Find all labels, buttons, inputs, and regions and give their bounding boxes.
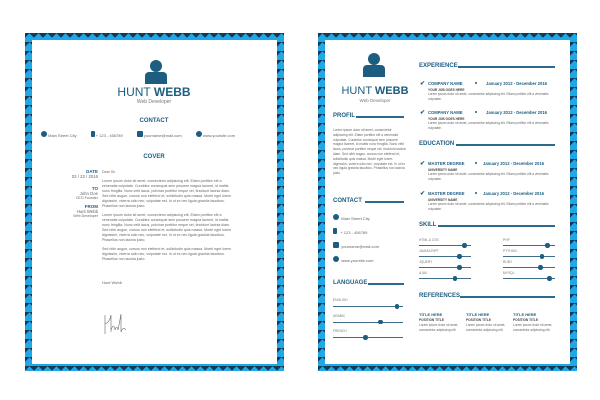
entry-text: Lorem ipsum dolor sit amet, consectetur adipiscing elit. Etiam porttitor elit a venenatis vulputate. — [428, 92, 549, 101]
skill-slider[interactable] — [419, 267, 471, 268]
reference-text: Lorem ipsum dolor sit amet, consectetur adipiscing elit. — [466, 323, 506, 332]
check-icon: ✔ — [420, 190, 426, 197]
bullet-dot — [475, 82, 477, 84]
paragraph: Sed nibh augue, cursus non eleifend et, sollicitudin quis massa. Morbi eget lorem dignissim, viverra odio nec, vulputate est. In ut ex nec ligula gravida faucibus. Phasellus non lacinia justo. — [102, 247, 232, 261]
greeting: Dear Sir — [102, 170, 116, 174]
entry-subtitle: UNIVERSITY NAME — [428, 168, 458, 172]
entry-title: MASTER DEGREE — [428, 161, 465, 166]
slider-handle[interactable] — [457, 265, 462, 270]
language-label: FRENCH — [333, 329, 347, 333]
phone-icon — [333, 228, 337, 234]
language-label: ENGLISH — [333, 298, 348, 302]
skill-slider[interactable] — [419, 256, 471, 257]
skill-slider[interactable] — [503, 245, 555, 246]
address: Main Street City — [341, 216, 370, 221]
location-icon — [41, 131, 47, 137]
skill-label: HTML & CSS — [419, 238, 439, 242]
check-icon: ✔ — [420, 161, 426, 167]
to-label: TO — [91, 186, 98, 191]
language-slider[interactable] — [333, 337, 403, 338]
mail-icon — [333, 242, 339, 248]
entry-text: Lorem ipsum dolor sit amet, consectetur adipiscing elit. Etiam porttitor elit a venenatis vulputate. — [428, 172, 549, 181]
person-name: HUNT WEBB — [117, 85, 191, 99]
phone: + 123 - 456789 — [95, 133, 123, 138]
slider-handle[interactable] — [395, 304, 400, 309]
skill-slider[interactable] — [503, 256, 555, 257]
skill-label: MYSQL — [503, 271, 515, 275]
cover-letter-page — [25, 33, 284, 371]
website[interactable]: www.yoursite.com — [202, 133, 236, 138]
person-name: HUNT WEBB — [341, 85, 409, 97]
contact-heading: CONTACT — [139, 118, 169, 124]
check-icon: ✔ — [420, 110, 426, 116]
reference-title: TITLE HERE — [419, 312, 443, 317]
globe-icon — [333, 256, 339, 262]
education-heading: EDUCATION — [419, 141, 455, 147]
check-icon: ✔ — [420, 81, 426, 87]
entry-subtitle: YOUR JOB GOES HERE — [428, 117, 465, 121]
entry-date: January 2012 - December 2016 — [486, 110, 547, 115]
from-name: Hunt Webb — [76, 209, 98, 214]
cover-heading: COVER — [143, 154, 165, 160]
address: Main Street City — [48, 133, 77, 138]
profil-text: Lorem ipsum dolor sit amet, consectetur adipiscing elit. Etiam porttitor elit a venenatis vulputate. Curabitur consequat sem posuere magna laoreet, id mattis nunc fringilla. Nunc velit lacus, pulvinar porttitor neque vel, tincidunt lacinia diam. Sed nibh augue, cursus non eleifend et, sollicitudin quis massa. Morbi eget lorem dignissim, viverra odio nec, vulputate est. In ut ex nec ligula gravida faucibus. Phasellus non lacinia justo. — [333, 128, 406, 176]
from-label: FROM — [84, 204, 98, 209]
reference-position: POSITION TITLE — [513, 318, 538, 322]
reference-title: TITLE HERE — [513, 312, 537, 317]
mail-icon — [137, 131, 143, 137]
avatar-icon — [363, 53, 385, 77]
signature — [102, 312, 132, 337]
reference-position: POSITION TITLE — [466, 318, 491, 322]
slider-handle[interactable] — [545, 243, 550, 248]
location-icon — [333, 214, 339, 220]
slider-handle[interactable] — [378, 320, 383, 325]
language-slider[interactable] — [333, 322, 403, 323]
entry-date: January 2012 - December 2016 — [483, 190, 544, 196]
reference-text: Lorem ipsum dolor sit amet, consectetur adipiscing elit. — [513, 323, 553, 332]
entry-date: January 2012 - December 2016 — [483, 161, 544, 166]
person-title: Web Developer — [136, 99, 172, 105]
cover-meta — [52, 169, 98, 218]
slider-handle[interactable] — [547, 276, 552, 281]
website[interactable]: www.yoursite.com — [341, 258, 374, 263]
skill-label: JQUERY — [419, 260, 433, 264]
profil-heading: PROFIL — [333, 113, 355, 119]
reference-title: TITLE HERE — [466, 312, 490, 317]
slider-handle[interactable] — [540, 254, 545, 259]
entry-title: COMPANY NAME — [428, 81, 463, 86]
reference-text: Lorem ipsum dolor sit amet, consectetur adipiscing elit. — [419, 323, 459, 332]
skill-slider[interactable] — [419, 278, 471, 279]
skill-heading: SKILL — [419, 222, 437, 228]
skill-slider[interactable] — [503, 267, 555, 268]
contact-row — [41, 131, 235, 138]
skill-slider[interactable] — [419, 245, 471, 246]
slider-handle[interactable] — [538, 265, 543, 270]
language-heading: LANGUAGE — [333, 280, 368, 286]
globe-icon — [196, 131, 202, 137]
paragraph: Lorem ipsum dolor sit amet, consectetur adipiscing elit. Etiam porttitor elit a venenatis vulputate. Curabitur consequat sem posuere magna laoreet, id mattis nunc fringilla. Nunc velit lacus, pulvinar porttitor neque vel, tincidunt lacinia diam. Sed nibh augue, cursus non eleifend et, sollicitudin quis massa. Morbi eget lorem dignissim, viverra odio nec, vulputate est. In ut ex nec ligula gravida faucibus. Phasellus non lacinia justo. — [102, 213, 232, 242]
experience-heading: EXPERIENCE — [419, 63, 458, 69]
email[interactable]: yourname@mail.com — [341, 244, 380, 249]
person-title: Web Developer — [359, 98, 391, 103]
slider-handle[interactable] — [453, 276, 458, 281]
skill-slider[interactable] — [503, 278, 555, 279]
from-title: Web Developer — [73, 214, 98, 218]
bullet-dot — [475, 192, 477, 194]
language-label: ARABIC — [333, 313, 346, 318]
avatar-icon — [145, 60, 167, 84]
date-label: DATE — [86, 169, 98, 174]
slider-handle[interactable] — [457, 254, 462, 259]
slider-handle[interactable] — [363, 335, 368, 340]
bullet-dot — [475, 162, 477, 164]
reference-position: POSITION TITLE — [419, 318, 444, 322]
skill-label: PHP — [503, 238, 510, 242]
phone: + 123 - 456789 — [340, 230, 368, 235]
contact-list — [333, 212, 379, 268]
entry-subtitle: YOUR JOB GOES HERE — [428, 88, 465, 92]
language-slider[interactable] — [333, 306, 403, 307]
phone-icon — [91, 131, 95, 137]
entry-title: COMPANY NAME — [428, 110, 463, 115]
references-heading: REFERENCES — [419, 293, 461, 299]
entry-date: January 2012 - December 2016 — [486, 81, 547, 86]
skill-label: RUBY — [503, 260, 513, 264]
skill-label: PYTHON — [503, 249, 517, 253]
entry-title: MASTER DEGREE — [428, 190, 465, 196]
date: 02 / 22 / 2016 — [71, 174, 98, 179]
skill-label: JAVASCRIPT — [419, 249, 439, 253]
resume-page — [318, 33, 577, 371]
entry-text: Lorem ipsum dolor sit amet, consectetur adipiscing elit. Etiam porttitor elit a venenatis vulputate. — [428, 201, 549, 211]
email[interactable]: yourname@mail.com — [143, 133, 182, 138]
signoff-name: Hunt Webb — [102, 280, 122, 285]
entry-subtitle: UNIVERSITY NAME — [428, 197, 458, 202]
to-name: John Doe — [79, 191, 98, 196]
slider-handle[interactable] — [462, 243, 467, 248]
entry-text: Lorem ipsum dolor sit amet, consectetur adipiscing elit. Etiam porttitor elit a venenatis vulputate. — [428, 121, 549, 130]
contact-heading: CONTACT — [333, 198, 362, 204]
paragraph: Lorem ipsum dolor sit amet, consectetur adipiscing elit. Etiam porttitor elit a venenatis vulputate. Curabitur consequat sem posuere magna laoreet, id mattis nunc fringilla. Nunc velit lacus, pulvinar porttitor neque vel, tincidunt lacinia diam. Sed nibh augue, cursus non eleifend et, sollicitudin quis massa. Morbi eget lorem dignissim, viverra odio nec, vulputate est. In ut ex nec ligula gravida faucibus. Phasellus non lacinia justo. — [102, 179, 232, 208]
skill-label: AJAX — [419, 271, 428, 275]
to-title: CEO Founder — [75, 196, 98, 200]
bullet-dot — [475, 111, 477, 113]
letter-body — [102, 170, 236, 285]
